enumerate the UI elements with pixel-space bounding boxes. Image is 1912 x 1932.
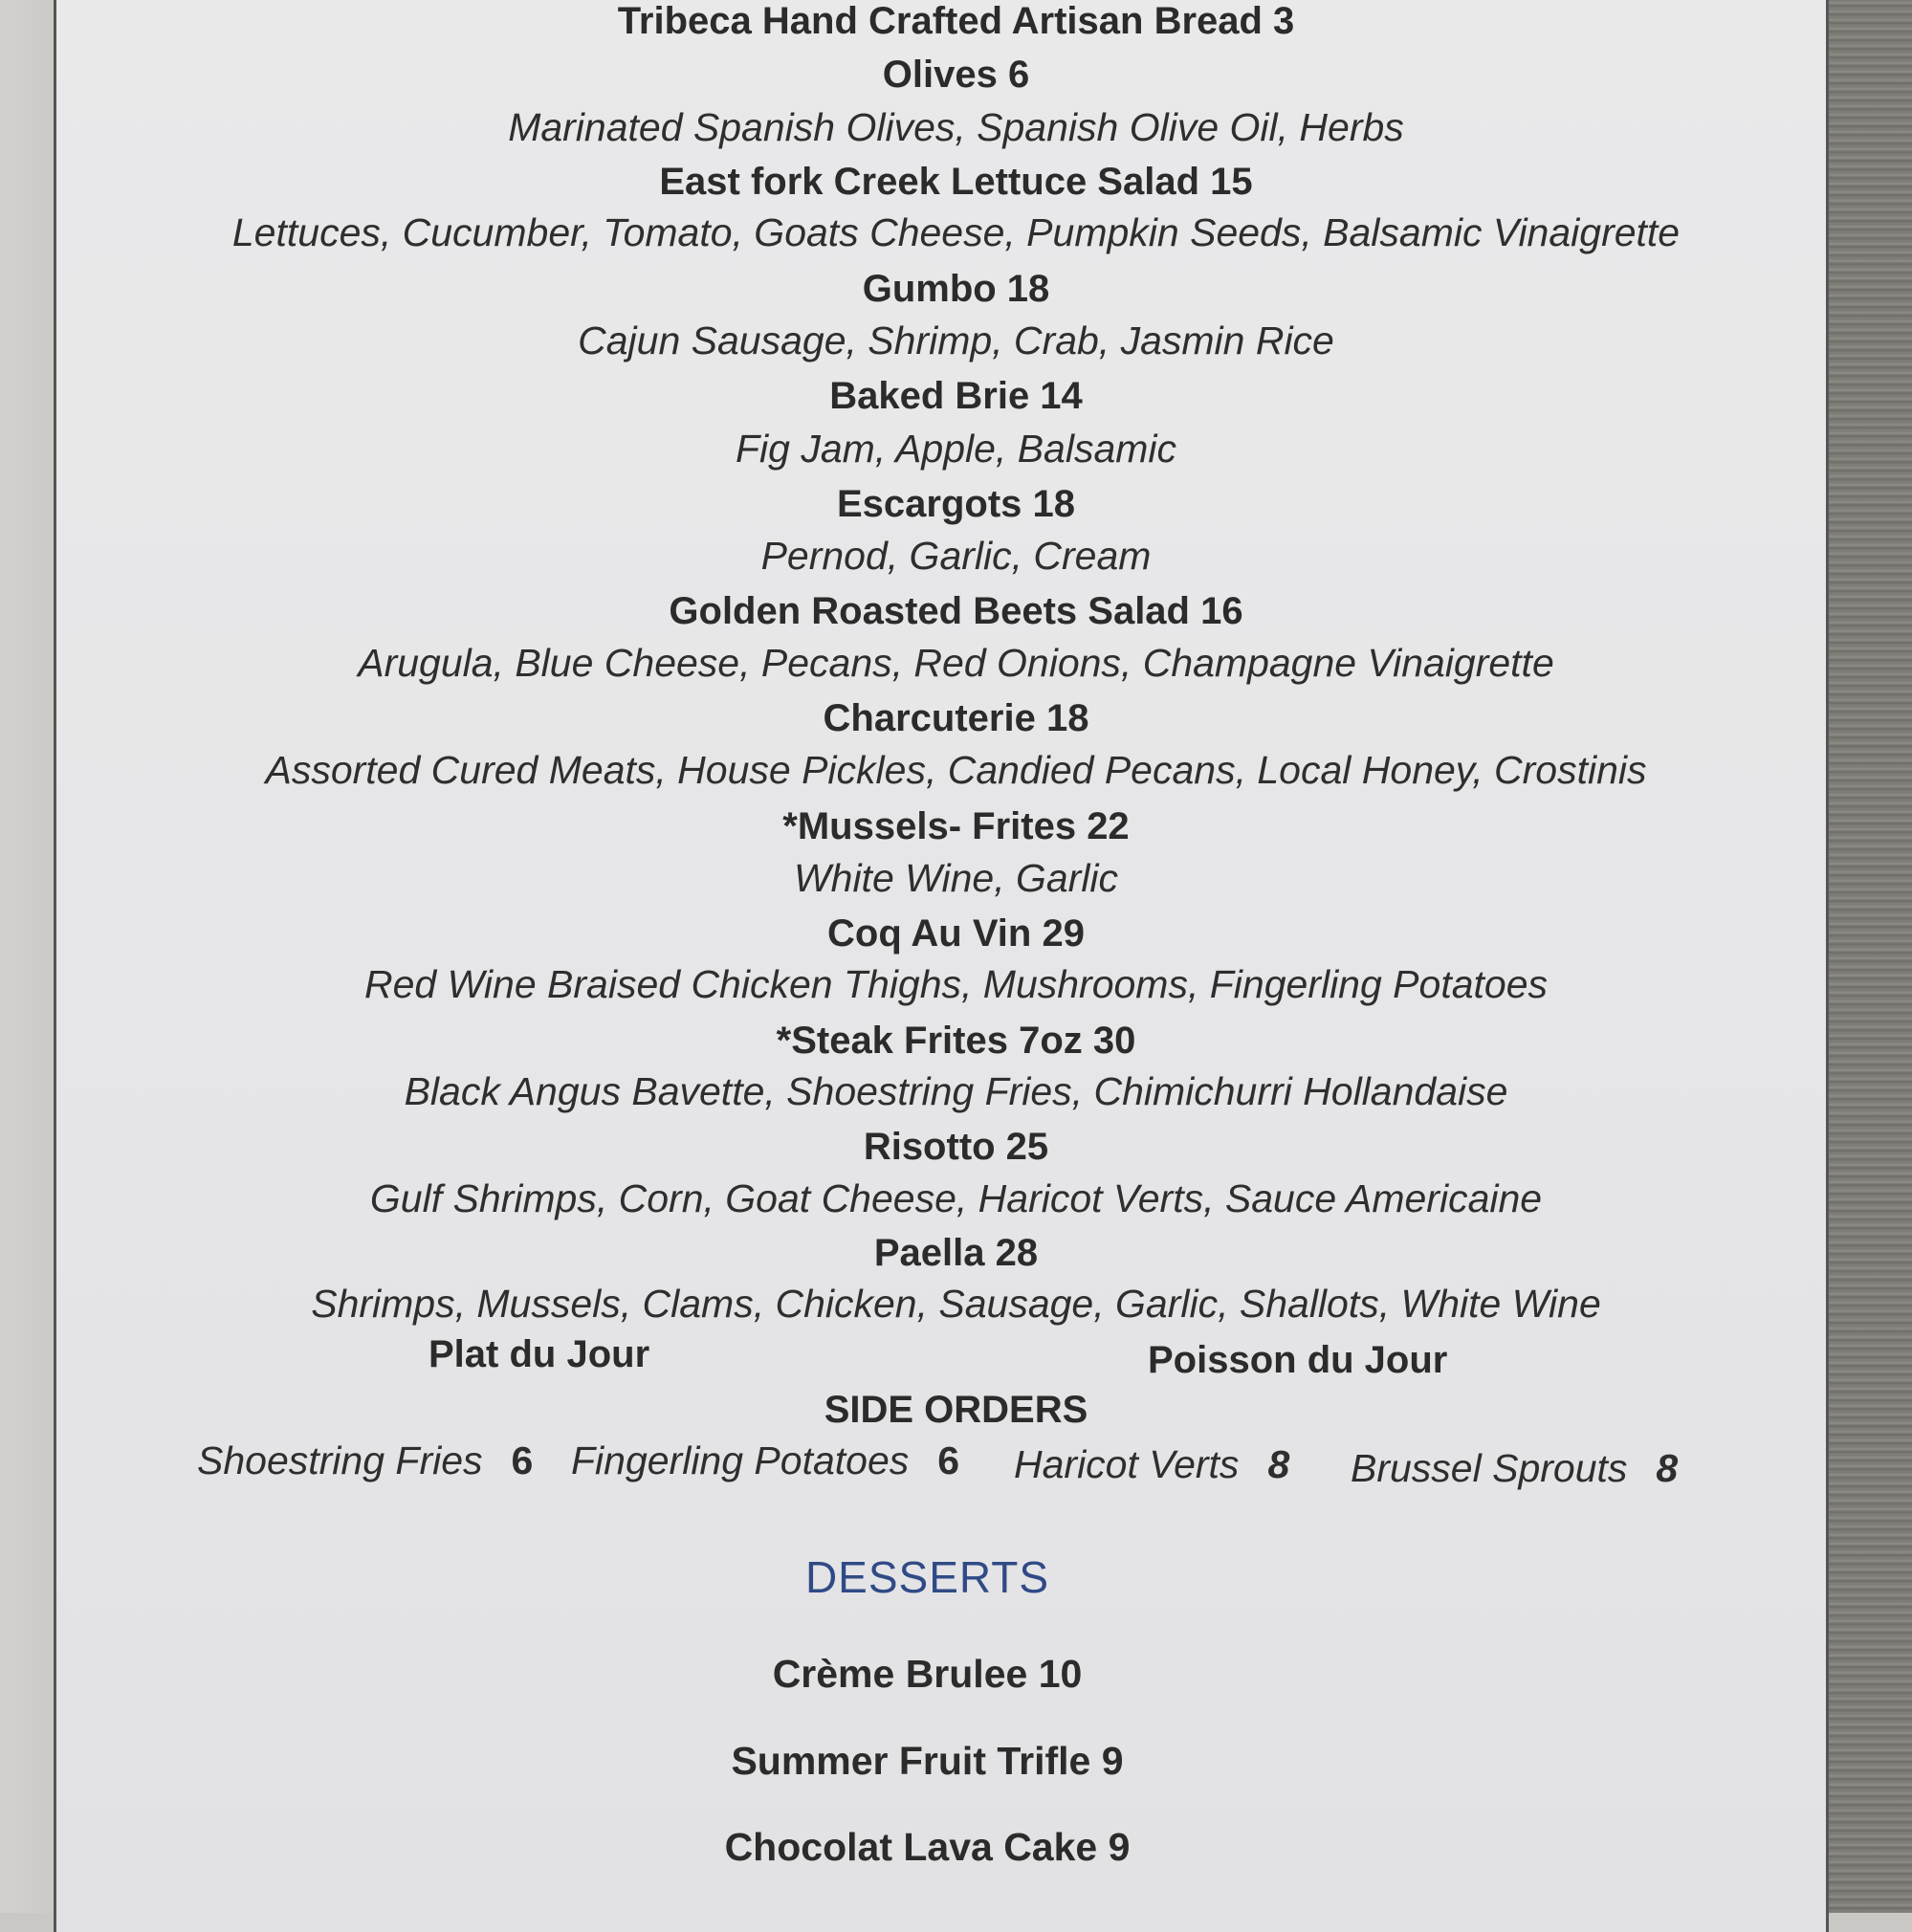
menu-item-name: Coq Au Vin 29 bbox=[827, 912, 1085, 955]
menu-item-name: East fork Creek Lettuce Salad 15 bbox=[659, 161, 1253, 203]
menu-item-name: Olives 6 bbox=[882, 54, 1030, 96]
dessert-item: Chocolat Lava Cake 9 bbox=[724, 1825, 1131, 1869]
menu-item-description: Black Angus Bavette, Shoestring Fries, Chimichurri Hollandaise bbox=[404, 1069, 1508, 1113]
side-order-name: Brussel Sprouts bbox=[1351, 1446, 1628, 1490]
menu-item-name: Escargots 18 bbox=[836, 483, 1076, 525]
menu-item-name: Paella 28 bbox=[873, 1232, 1039, 1274]
menu-item-description: Arugula, Blue Cheese, Pecans, Red Onions, Champagne Vinaigrette bbox=[358, 641, 1554, 685]
menu-item-name: *Mussels- Frites 22 bbox=[782, 805, 1130, 847]
side-orders-heading: SIDE ORDERS bbox=[824, 1389, 1088, 1431]
menu-item-name: Tribeca Hand Crafted Artisan Bread 3 bbox=[617, 0, 1295, 42]
side-order-item bbox=[197, 1438, 533, 1483]
menu-item-description: Red Wine Braised Chicken Thighs, Mushrooms, Fingerling Potatoes bbox=[363, 962, 1549, 1006]
side-order-price: 6 bbox=[937, 1438, 960, 1482]
menu-item-name: Charcuterie 18 bbox=[823, 697, 1089, 739]
menu-item-name: Golden Roasted Beets Salad 16 bbox=[669, 590, 1243, 632]
side-order-name: Fingerling Potatoes bbox=[571, 1438, 910, 1482]
menu-item-description: Gulf Shrimps, Corn, Goat Cheese, Haricot Verts, Sauce Americaine bbox=[369, 1176, 1543, 1220]
poisson-du-jour: Poisson du Jour bbox=[1148, 1339, 1448, 1381]
side-order-item bbox=[571, 1438, 959, 1483]
side-orders-list bbox=[0, 1435, 1912, 1488]
side-order-price: 8 bbox=[1656, 1446, 1679, 1490]
menu-item-description: Pernod, Garlic, Cream bbox=[760, 534, 1152, 578]
dessert-item: Crème Brulee 10 bbox=[772, 1652, 1083, 1696]
plat-du-jour: Plat du Jour bbox=[429, 1333, 650, 1375]
menu-item-description: Shrimps, Mussels, Clams, Chicken, Sausage, Garlic, Shallots, White Wine bbox=[311, 1282, 1601, 1326]
menu-item-description: Marinated Spanish Olives, Spanish Olive Oil, Herbs bbox=[508, 105, 1404, 149]
menu-item-description: Cajun Sausage, Shrimp, Crab, Jasmin Rice bbox=[578, 318, 1334, 362]
desserts-heading: DESSERTS bbox=[804, 1552, 1050, 1602]
side-order-item bbox=[1351, 1446, 1678, 1491]
menu-item-name: Risotto 25 bbox=[863, 1126, 1049, 1168]
side-order-name: Shoestring Fries bbox=[197, 1438, 483, 1482]
menu-item-name: *Steak Frites 7oz 30 bbox=[776, 1020, 1136, 1062]
side-order-price: 6 bbox=[511, 1438, 534, 1482]
menu-item-description: Fig Jam, Apple, Balsamic bbox=[735, 427, 1177, 471]
menu-item-description: Lettuces, Cucumber, Tomato, Goats Cheese, Pumpkin Seeds, Balsamic Vinaigrette bbox=[231, 210, 1681, 254]
menu-item-description: White Wine, Garlic bbox=[793, 856, 1119, 900]
side-order-item bbox=[1014, 1442, 1289, 1487]
menu-item-name: Gumbo 18 bbox=[862, 268, 1050, 310]
menu-item-name: Baked Brie 14 bbox=[829, 375, 1083, 417]
side-order-name: Haricot Verts bbox=[1014, 1442, 1240, 1486]
side-order-price: 8 bbox=[1267, 1442, 1290, 1486]
menu-item-description: Assorted Cured Meats, House Pickles, Candied Pecans, Local Honey, Crostinis bbox=[265, 748, 1647, 792]
dessert-item: Summer Fruit Trifle 9 bbox=[731, 1739, 1124, 1783]
